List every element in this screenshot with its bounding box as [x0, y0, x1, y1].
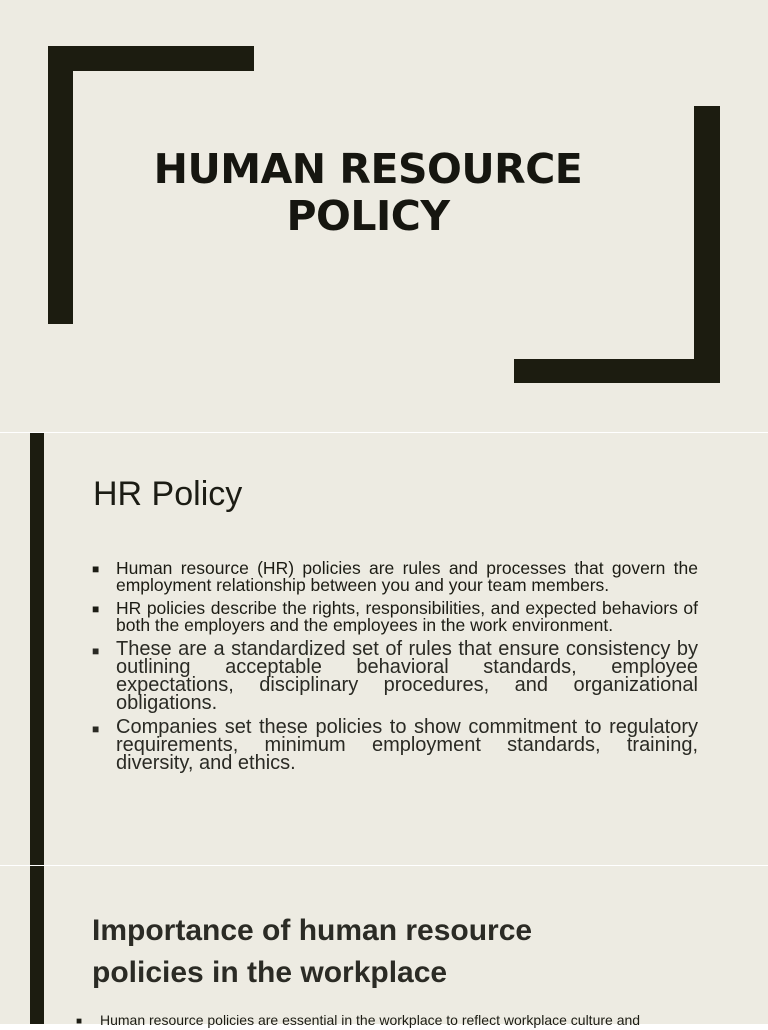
bullet-text: Companies set these policies to show commitment to regulatory requirements, minimum employment standards, training, diversity, and ethics. [116, 716, 698, 774]
heading-line-2: policies in the workplace [92, 956, 448, 989]
list-item [92, 718, 698, 772]
slide-heading-hr-policy: HR Policy [93, 475, 243, 513]
slide-heading-importance [92, 910, 532, 994]
list-item [92, 560, 698, 594]
bullet-text: HR policies describe the rights, responsibilities, and expected behaviors of both the employers and the employees in the work environment. [116, 598, 698, 635]
bullet-text: These are a standardized set of rules that ensure consistency by outlining acceptable behavioral standards, employee expectations, disciplinary procedures, and organizational obligations. [116, 638, 698, 714]
title-slide [0, 0, 768, 432]
heading-line-1: Importance of human resource [92, 914, 533, 947]
corner-bracket-top-left-horizontal [48, 46, 254, 71]
bullet-text: Human resource policies are essential in the workplace to reflect workplace culture and [100, 1012, 641, 1028]
bullet-text: Human resource (HR) policies are rules and processes that govern the employment relationship between you and your team members. [116, 558, 698, 595]
list-item [76, 1012, 696, 1028]
square-bullet-icon: ■ [92, 644, 100, 658]
slide-title-line-1: HUMAN RESOURCE [153, 145, 583, 193]
square-bullet-icon: ■ [92, 562, 100, 576]
slide-title-line-2: POLICY [286, 192, 450, 240]
left-accent-bar [30, 433, 44, 865]
hr-policy-bullet-list [92, 560, 698, 778]
corner-bracket-bottom-right-horizontal [514, 359, 720, 383]
list-item [92, 640, 698, 712]
square-bullet-icon: ■ [76, 1016, 83, 1027]
left-accent-bar [30, 866, 44, 1024]
square-bullet-icon: ■ [92, 722, 100, 736]
square-bullet-icon: ■ [92, 602, 100, 616]
list-item [92, 600, 698, 634]
importance-bullet-list [76, 1012, 696, 1028]
slide-title [0, 146, 736, 240]
